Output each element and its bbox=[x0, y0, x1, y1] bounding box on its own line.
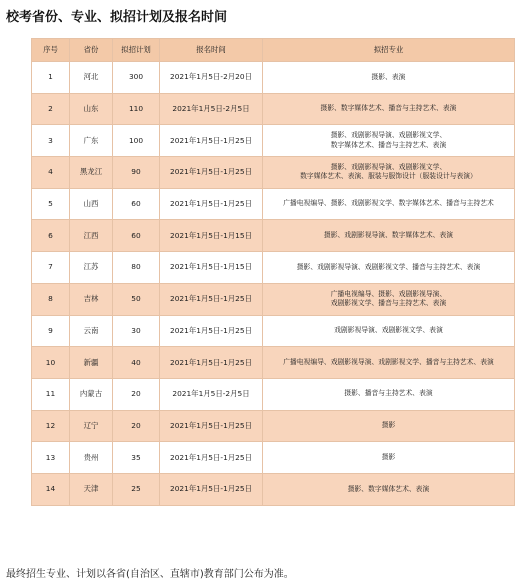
cell-plan: 300 bbox=[113, 62, 160, 94]
cell-province: 新疆 bbox=[70, 347, 113, 379]
cell-plan: 35 bbox=[113, 442, 160, 474]
cell-majors bbox=[263, 283, 515, 315]
cell-time: 2021年1月5日-1月25日 bbox=[160, 157, 263, 189]
cell-plan: 25 bbox=[113, 473, 160, 505]
major-line: 数字媒体艺术、播音与主持艺术、表演 bbox=[330, 140, 447, 149]
cell-province: 吉林 bbox=[70, 283, 113, 315]
header-time: 报名时间 bbox=[160, 39, 263, 62]
cell-plan: 40 bbox=[113, 347, 160, 379]
table-row bbox=[32, 157, 515, 189]
major-line: 摄影、表演 bbox=[371, 72, 406, 81]
cell-time: 2021年1月5日-1月25日 bbox=[160, 347, 263, 379]
cell-no: 10 bbox=[32, 347, 70, 379]
major-line: 摄影 bbox=[381, 421, 396, 430]
header-province: 省份 bbox=[70, 39, 113, 62]
table-row bbox=[32, 473, 515, 505]
cell-province: 山西 bbox=[70, 188, 113, 220]
cell-no: 11 bbox=[32, 378, 70, 410]
cell-province: 贵州 bbox=[70, 442, 113, 474]
major-line: 广播电视编导、戏剧影视导演、戏剧影视文学、播音与主持艺术、表演 bbox=[283, 357, 494, 366]
cell-majors bbox=[263, 378, 515, 410]
table-row bbox=[32, 378, 515, 410]
major-line: 广播电视编导、摄影、戏剧影视导演、 bbox=[330, 289, 447, 298]
cell-time: 2021年1月5日-1月25日 bbox=[160, 410, 263, 442]
cell-province: 内蒙古 bbox=[70, 378, 113, 410]
cell-majors bbox=[263, 442, 515, 474]
cell-plan: 60 bbox=[113, 188, 160, 220]
table-body bbox=[32, 62, 515, 506]
cell-plan: 20 bbox=[113, 378, 160, 410]
cell-time: 2021年1月5日-1月15日 bbox=[160, 220, 263, 252]
cell-majors bbox=[263, 347, 515, 379]
cell-no: 1 bbox=[32, 62, 70, 94]
major-line: 摄影、数字媒体艺术、播音与主持艺术、表演 bbox=[320, 104, 457, 113]
major-line: 摄影、戏剧影视导演、戏剧影视文学、 bbox=[330, 162, 447, 171]
cell-plan: 30 bbox=[113, 315, 160, 347]
major-line: 摄影、戏剧影视导演、数字媒体艺术、表演 bbox=[323, 231, 454, 240]
cell-plan: 20 bbox=[113, 410, 160, 442]
cell-province: 黑龙江 bbox=[70, 157, 113, 189]
table-row bbox=[32, 188, 515, 220]
cell-majors bbox=[263, 315, 515, 347]
cell-majors bbox=[263, 188, 515, 220]
major-line: 数字媒体艺术、表演、服装与服饰设计（服装设计与表演） bbox=[300, 172, 477, 181]
cell-plan: 110 bbox=[113, 93, 160, 125]
cell-plan: 50 bbox=[113, 283, 160, 315]
cell-majors bbox=[263, 157, 515, 189]
cell-province: 辽宁 bbox=[70, 410, 113, 442]
cell-majors bbox=[263, 410, 515, 442]
table-row bbox=[32, 62, 515, 94]
cell-no: 3 bbox=[32, 125, 70, 157]
major-line: 摄影、播音与主持艺术、表演 bbox=[344, 389, 433, 398]
table-row bbox=[32, 125, 515, 157]
major-line: 戏剧影视导演、戏剧影视文学、表演 bbox=[334, 326, 443, 335]
cell-province: 云南 bbox=[70, 315, 113, 347]
cell-time: 2021年1月5日-2月20日 bbox=[160, 62, 263, 94]
cell-time: 2021年1月5日-1月25日 bbox=[160, 125, 263, 157]
cell-plan: 60 bbox=[113, 220, 160, 252]
cell-plan: 80 bbox=[113, 252, 160, 284]
cell-plan: 90 bbox=[113, 157, 160, 189]
cell-province: 广东 bbox=[70, 125, 113, 157]
cell-no: 13 bbox=[32, 442, 70, 474]
cell-province: 山东 bbox=[70, 93, 113, 125]
cell-no: 5 bbox=[32, 188, 70, 220]
cell-majors bbox=[263, 125, 515, 157]
cell-majors bbox=[263, 220, 515, 252]
table-row bbox=[32, 93, 515, 125]
table-row bbox=[32, 315, 515, 347]
cell-no: 14 bbox=[32, 473, 70, 505]
cell-province: 江苏 bbox=[70, 252, 113, 284]
cell-majors bbox=[263, 62, 515, 94]
table-row bbox=[32, 283, 515, 315]
table-row bbox=[32, 252, 515, 284]
cell-time: 2021年1月5日-1月25日 bbox=[160, 315, 263, 347]
cell-time: 2021年1月5日-1月25日 bbox=[160, 473, 263, 505]
table-row bbox=[32, 347, 515, 379]
cell-province: 天津 bbox=[70, 473, 113, 505]
cell-no: 2 bbox=[32, 93, 70, 125]
cell-no: 4 bbox=[32, 157, 70, 189]
cell-time: 2021年1月5日-2月5日 bbox=[160, 93, 263, 125]
major-line: 摄影、戏剧影视导演、戏剧影视文学、播音与主持艺术、表演 bbox=[296, 262, 481, 271]
table-header-row bbox=[32, 39, 515, 62]
cell-time: 2021年1月5日-1月25日 bbox=[160, 283, 263, 315]
admissions-table bbox=[31, 38, 515, 506]
cell-time: 2021年1月5日-1月25日 bbox=[160, 442, 263, 474]
cell-time: 2021年1月5日-1月15日 bbox=[160, 252, 263, 284]
cell-no: 12 bbox=[32, 410, 70, 442]
table-row bbox=[32, 220, 515, 252]
major-line: 广播电视编导、摄影、戏剧影视文学、数字媒体艺术、播音与主持艺术 bbox=[283, 199, 494, 208]
cell-no: 7 bbox=[32, 252, 70, 284]
cell-no: 9 bbox=[32, 315, 70, 347]
cell-no: 8 bbox=[32, 283, 70, 315]
cell-plan: 100 bbox=[113, 125, 160, 157]
cell-majors bbox=[263, 252, 515, 284]
cell-time: 2021年1月5日-1月25日 bbox=[160, 188, 263, 220]
header-no: 序号 bbox=[32, 39, 70, 62]
major-line: 戏剧影视文学、播音与主持艺术、表演 bbox=[330, 299, 447, 308]
cell-province: 江西 bbox=[70, 220, 113, 252]
major-line: 摄影、戏剧影视导演、戏剧影视文学、 bbox=[330, 131, 447, 140]
header-majors: 拟招专业 bbox=[263, 39, 515, 62]
footer-note: 最终招生专业、计划以各省(自治区、直辖市)教育部门公布为准。 bbox=[6, 569, 294, 580]
major-line: 摄影、数字媒体艺术、表演 bbox=[347, 484, 430, 493]
cell-majors bbox=[263, 473, 515, 505]
page-title: 校考省份、专业、拟招计划及报名时间 bbox=[6, 10, 228, 25]
table-row bbox=[32, 442, 515, 474]
table-row bbox=[32, 410, 515, 442]
header-plan: 拟招计划 bbox=[113, 39, 160, 62]
cell-majors bbox=[263, 93, 515, 125]
cell-province: 河北 bbox=[70, 62, 113, 94]
cell-no: 6 bbox=[32, 220, 70, 252]
major-line: 摄影 bbox=[381, 452, 396, 461]
cell-time: 2021年1月5日-2月5日 bbox=[160, 378, 263, 410]
